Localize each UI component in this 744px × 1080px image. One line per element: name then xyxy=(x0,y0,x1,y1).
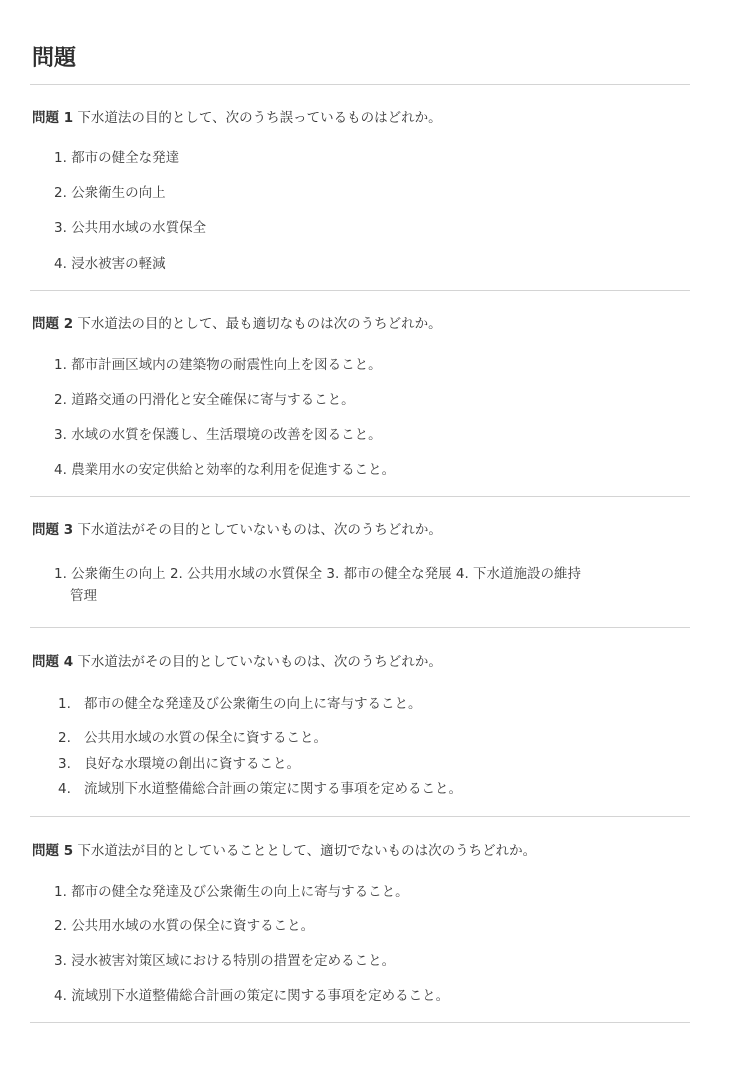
page-title: 問題 xyxy=(32,46,77,71)
option-number: 3. xyxy=(54,220,67,236)
question-4-option-3[interactable] xyxy=(58,754,300,774)
divider xyxy=(30,816,690,817)
question-3-options-line-1: 1. 公衆衛生の向上 2. 公共用水域の水質保全 3. 都市の健全な発展 4. 下水道施設の維持 xyxy=(54,566,582,582)
option-text: 公共用水域の水質の保全に資すること。 xyxy=(71,918,315,934)
option-text: 流域別下水道整備総合計画の策定に関する事項を定めること。 xyxy=(71,988,450,1004)
question-2-option-2[interactable] xyxy=(54,390,355,410)
question-3 xyxy=(32,520,442,540)
question-5-option-1[interactable] xyxy=(54,882,409,902)
option-number: 4. xyxy=(54,256,67,272)
option-text: 都市の健全な発達及び公衆衛生の向上に寄与すること。 xyxy=(71,884,409,900)
option-text: 流域別下水道整備総合計画の策定に関する事項を定めること。 xyxy=(84,781,462,797)
question-4-label: 問題 4 xyxy=(32,654,74,670)
question-4-option-4[interactable] xyxy=(58,779,462,799)
question-5-label: 問題 5 xyxy=(32,843,74,859)
option-text: 浸水被害対策区域における特別の措置を定めること。 xyxy=(71,953,396,969)
option-number: 2. xyxy=(58,730,71,746)
option-number: 2. xyxy=(54,918,67,934)
question-1-label: 問題 1 xyxy=(32,110,74,126)
option-text: 公共用水域の水質の保全に資すること。 xyxy=(84,730,327,746)
question-4-option-2[interactable] xyxy=(58,728,327,748)
question-3-label: 問題 3 xyxy=(32,522,74,538)
option-number: 2. xyxy=(54,392,67,408)
question-4-option-1[interactable] xyxy=(58,694,422,714)
question-2-option-4[interactable] xyxy=(54,460,395,480)
option-text: 良好な水環境の創出に資すること。 xyxy=(84,756,300,772)
divider xyxy=(30,84,690,85)
option-text: 水域の水質を保護し、生活環境の改善を図ること。 xyxy=(71,427,382,443)
question-2-option-3[interactable] xyxy=(54,425,382,445)
question-1-text: 下水道法の目的として、次のうち誤っているものはどれか。 xyxy=(77,110,442,126)
option-number: 3. xyxy=(58,756,71,772)
option-number: 3. xyxy=(54,427,67,443)
option-number: 1. xyxy=(58,696,71,712)
option-number: 1. xyxy=(54,884,67,900)
question-3-options[interactable] xyxy=(54,563,684,607)
option-number: 1. xyxy=(54,357,67,373)
option-number: 2. xyxy=(54,185,67,201)
option-text: 公衆衛生の向上 xyxy=(71,185,166,201)
question-3-text: 下水道法がその目的としていないものは、次のうちどれか。 xyxy=(77,522,442,538)
divider xyxy=(30,496,690,497)
question-4-text: 下水道法がその目的としていないものは、次のうちどれか。 xyxy=(77,654,442,670)
question-1-option-4[interactable] xyxy=(54,254,166,274)
question-2-option-1[interactable] xyxy=(54,355,382,375)
option-text: 道路交通の円滑化と安全確保に寄与すること。 xyxy=(71,392,355,408)
question-2 xyxy=(32,314,442,334)
divider xyxy=(30,1022,690,1023)
question-5-text: 下水道法が目的としていることとして、適切でないものは次のうちどれか。 xyxy=(77,843,537,859)
option-number: 4. xyxy=(54,462,67,478)
question-1-option-3[interactable] xyxy=(54,218,206,238)
option-text: 公共用水域の水質保全 xyxy=(71,220,207,236)
option-text: 農業用水の安定供給と効率的な利用を促進すること。 xyxy=(71,462,396,478)
option-text: 都市の健全な発達 xyxy=(71,150,180,166)
divider xyxy=(30,290,690,291)
question-1-option-2[interactable] xyxy=(54,183,166,203)
question-5 xyxy=(32,841,536,861)
divider xyxy=(30,627,690,628)
question-2-label: 問題 2 xyxy=(32,316,74,332)
option-number: 4. xyxy=(58,781,71,797)
option-text: 都市の健全な発達及び公衆衛生の向上に寄与すること。 xyxy=(84,696,422,712)
option-text: 浸水被害の軽減 xyxy=(71,256,166,272)
option-number: 3. xyxy=(54,953,67,969)
option-number: 4. xyxy=(54,988,67,1004)
question-1 xyxy=(32,108,442,128)
option-number: 1. xyxy=(54,150,67,166)
question-1-option-1[interactable] xyxy=(54,148,179,168)
question-5-option-3[interactable] xyxy=(54,951,395,971)
option-text: 都市計画区域内の建築物の耐震性向上を図ること。 xyxy=(71,357,382,373)
question-5-option-2[interactable] xyxy=(54,916,314,936)
question-5-option-4[interactable] xyxy=(54,986,449,1006)
question-2-text: 下水道法の目的として、最も適切なものは次のうちどれか。 xyxy=(77,316,442,332)
question-3-options-line-2: 管理 xyxy=(70,588,97,604)
question-4 xyxy=(32,652,442,672)
